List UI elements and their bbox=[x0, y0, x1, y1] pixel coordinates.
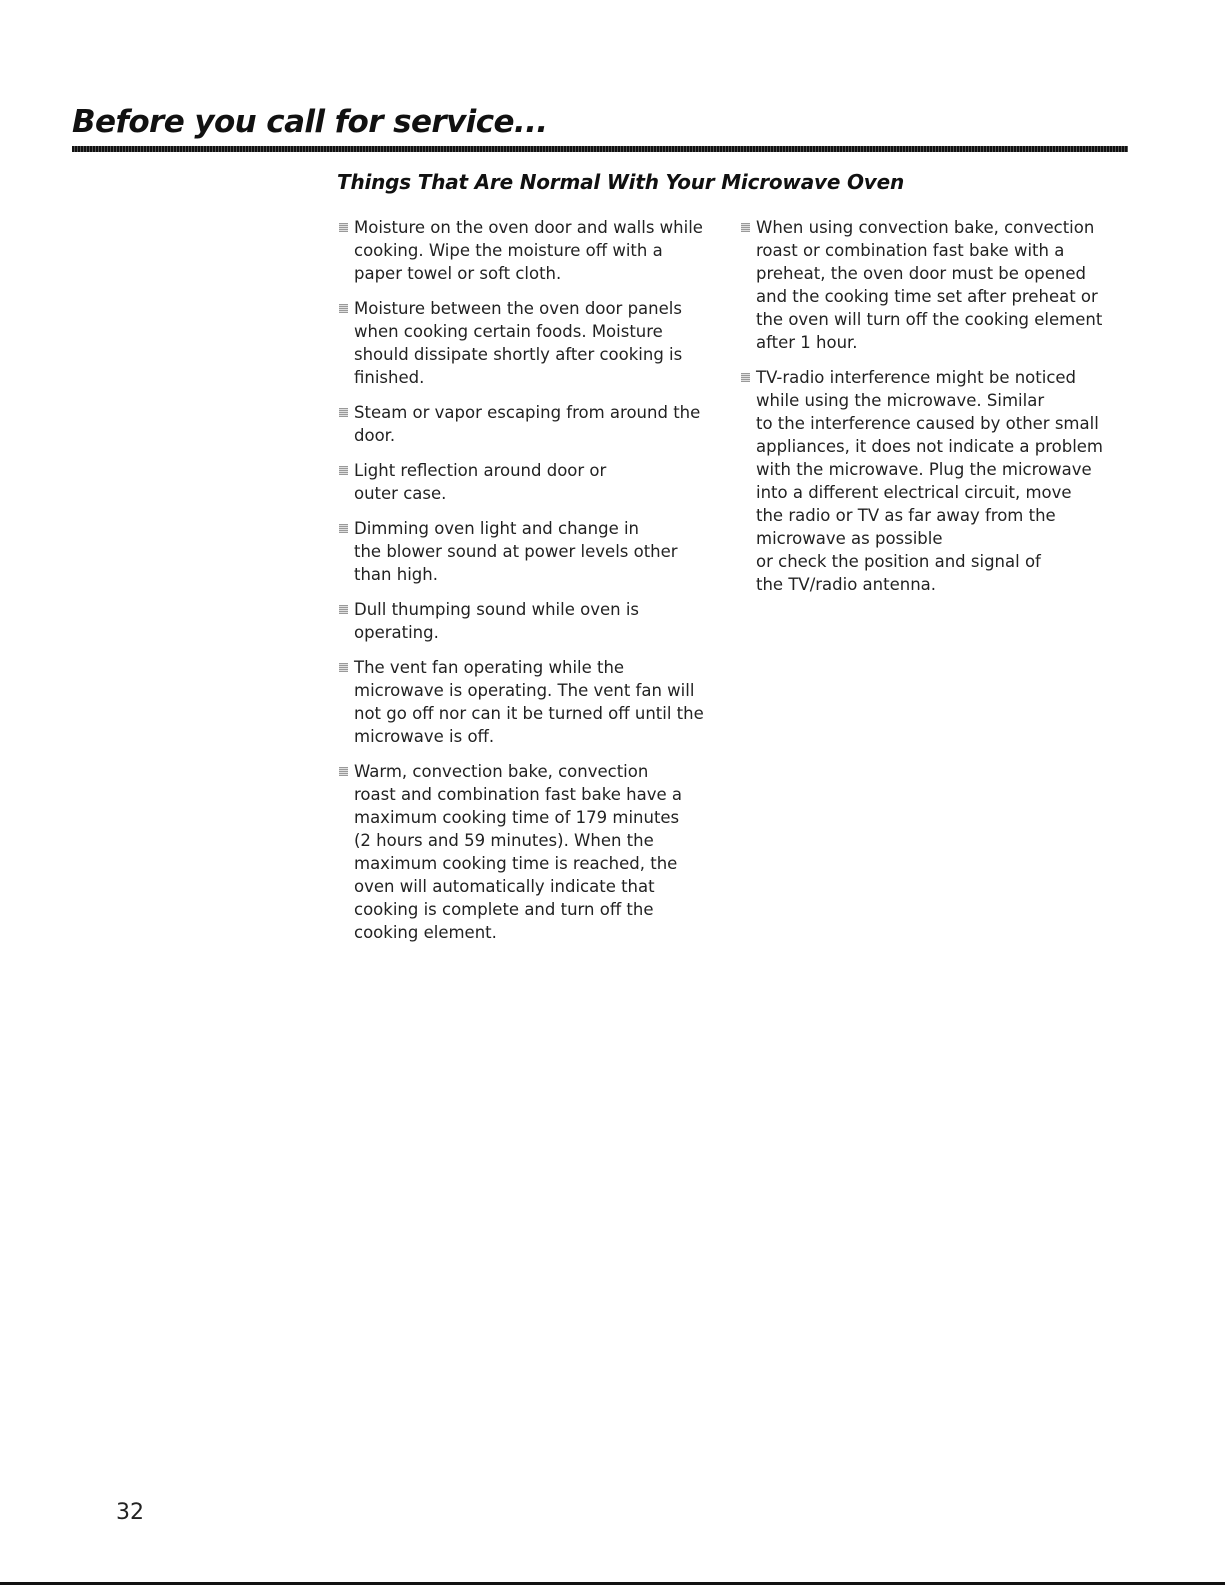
list-item-text: Dull thumping sound while oven is operating. bbox=[354, 600, 640, 642]
list-item-text: Moisture on the oven door and walls while cooking. Wipe the moisture off with a paper towel or soft cloth. bbox=[354, 218, 703, 283]
bullet-icon bbox=[339, 304, 348, 313]
section-heading: Things That Are Normal With Your Microwave Oven bbox=[337, 170, 905, 194]
bullet-icon bbox=[339, 605, 348, 614]
list-item-text: When using convection bake, convection roast or combination fast bake with a preheat, the oven door must be opened and the cooking time set after preheat or the oven will turn off the cooking element after 1 hour. bbox=[756, 218, 1103, 352]
list-item bbox=[339, 517, 724, 586]
list-item-text: Light reflection around door or outer case. bbox=[354, 461, 607, 503]
list-item-text: The vent fan operating while the microwave is operating. The vent fan will not go off nor can it be turned off until the microwave is off. bbox=[354, 658, 704, 746]
left-column-list bbox=[339, 216, 724, 956]
page-number: 32 bbox=[116, 1500, 144, 1525]
bullet-icon bbox=[741, 373, 750, 382]
page-title: Before you call for service... bbox=[72, 104, 548, 140]
bullet-icon bbox=[339, 767, 348, 776]
bullet-icon bbox=[339, 466, 348, 475]
list-item-text: Dimming oven light and change in the blower sound at power levels other than high. bbox=[354, 519, 678, 584]
list-item bbox=[339, 760, 724, 944]
list-item bbox=[339, 216, 724, 285]
list-item bbox=[339, 656, 724, 748]
right-column-list bbox=[741, 216, 1121, 608]
list-item bbox=[339, 297, 724, 389]
list-item bbox=[339, 459, 724, 505]
bullet-icon bbox=[741, 223, 750, 232]
bullet-icon bbox=[339, 663, 348, 672]
bullet-icon bbox=[339, 408, 348, 417]
list-item bbox=[741, 366, 1121, 596]
title-rule bbox=[72, 146, 1128, 152]
list-item-text: Warm, convection bake, convection roast and combination fast bake have a maximum cooking time of 179 minutes (2 hours and 59 minutes). When the maximum cooking time is reached, the oven will automatically indicate that cooking is complete and turn off the cooking element. bbox=[354, 762, 682, 942]
list-item bbox=[339, 401, 724, 447]
list-item-text: Moisture between the oven door panels when cooking certain foods. Moisture should dissipate shortly after cooking is finished. bbox=[354, 299, 683, 387]
bullet-icon bbox=[339, 223, 348, 232]
list-item bbox=[741, 216, 1121, 354]
list-item-text: TV-radio interference might be noticed while using the microwave. Similar to the interference caused by other small appliances, it does not indicate a problem with the microwave. Plug the microwave into a different electrical circuit, move the radio or TV as far away from the microwave as possible or check the position and signal of the TV/radio antenna. bbox=[756, 368, 1104, 594]
list-item-text: Steam or vapor escaping from around the door. bbox=[354, 403, 701, 445]
list-item bbox=[339, 598, 724, 644]
bullet-icon bbox=[339, 524, 348, 533]
